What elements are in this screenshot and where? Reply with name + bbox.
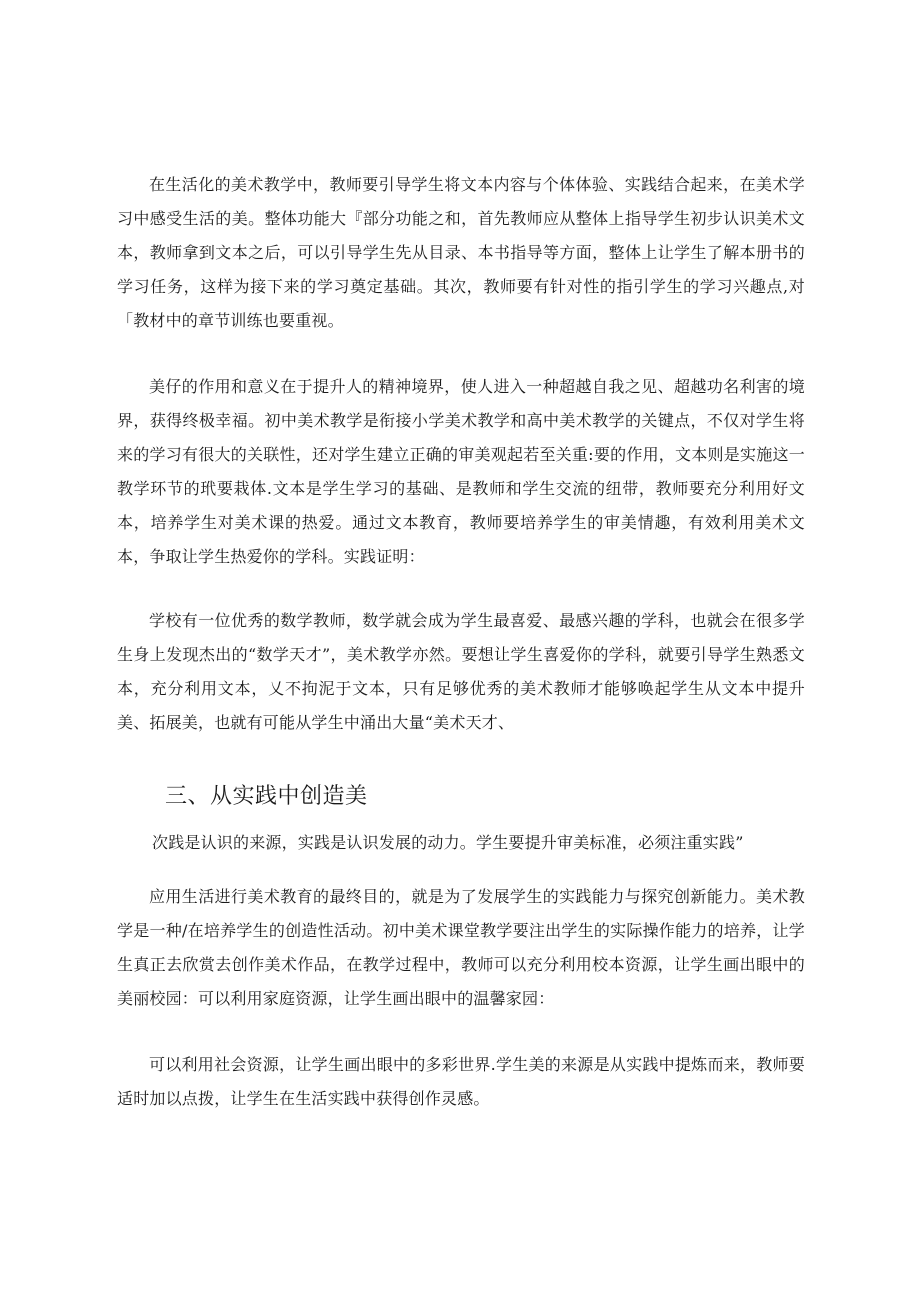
body-paragraph: 次践是认识的来源，实践是认识发展的动力。学生要提升审美标准，必须注重实践” xyxy=(152,833,744,852)
body-paragraph: 可以利用社会资源，让学生画出眼中的多彩世界.学生美的来源是从实践中提炼而来，教师要适时加以点拨，让学生在生活实践中获得创作灵感。 xyxy=(117,1055,805,1108)
body-paragraph: 学校有一位优秀的数学教师，数学就会成为学生最喜爱、最感兴趣的学科，也就会在很多学生身上发现杰出的“数学天才”，美术教学亦然。要想让学生喜爱你的学科，就要引导学生熟悉文本，充分利用文本，乂不拘泥于文本，只有足够优秀的美术教师才能够唤起学生从文本中提升美、拓展美，也就有可能从学生中涌出大量“美术天才、 xyxy=(117,611,805,732)
body-paragraph: 应用生活进行美术教育的最终目的，就是为了发展学生的实践能力与探究创新能力。美术教学是一种/在培养学生的创造性活动。初中美术课堂教学要注出学生的实际操作能力的培养，让学生真正去欣赏去创作美术作品，在教学过程中，教师可以充分利用校本资源，让学生画出眼中的美丽校园：可以利用家庭资源，让学生画出眼中的温馨家园： xyxy=(117,887,805,1008)
section-heading: 三、从实践中创造美 xyxy=(165,784,368,809)
body-paragraph: 美仔的作用和意义在于提升人的精神境界，使人进入一种超越自我之见、超越功名利害的境界，获得终极幸福。初中美术教学是衔接小学美术教学和高中美术教学的关键点，不仅对学生将来的学习有很大的关联性，还对学生建立正确的审美观起若至关重:要的作用，文本则是实施这一教学环节的玳要栽体.文本是学生学习的基础、是教师和学生交流的纽带，教师要充分利用好文本，培养学生对美术课的热爱。通过文本教育，教师要培养学生的审美情趣，有效利用美术文本，争取让学生热爱你的学科。实践证明： xyxy=(117,377,805,566)
body-paragraph: 在生活化的美术教学中，教师要引导学生将文本内容与个体体验、实践结合起来，在美术学习中感受生活的美。整体功能大『部分功能之和，首先教师应从整体上指导学生初步认识美术文本，教师拿到文本之后，可以引导学生先从目录、本书指导等方面，整体上让学生了解本册书的学习任务，这样为接下来的学习奠定基础。其次，教师要有针对性的指引学生的学习兴趣点,对「教材中的章节训练也要重视。 xyxy=(117,175,805,330)
